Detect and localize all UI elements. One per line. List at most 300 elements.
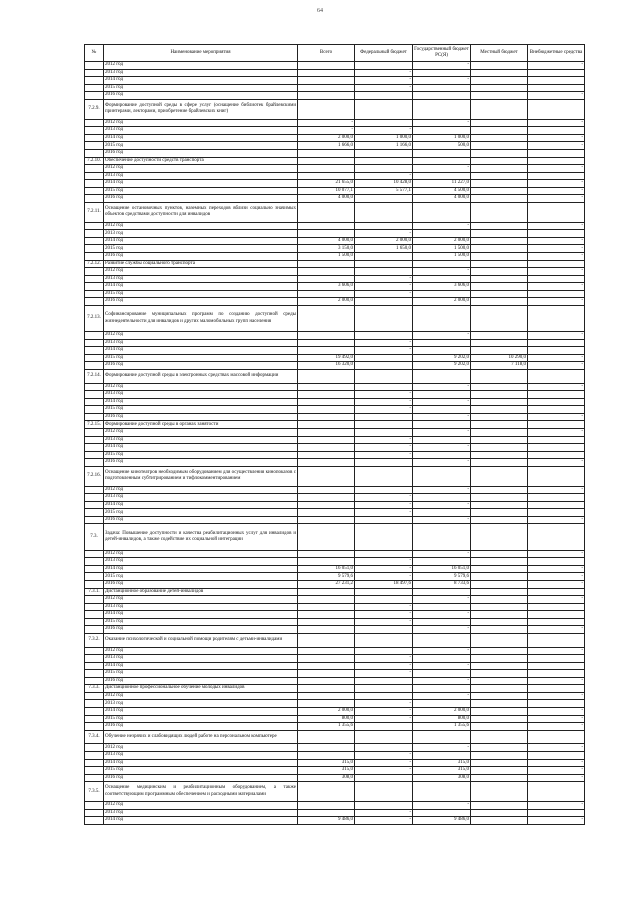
cell-state: [413, 406, 471, 414]
cell-total: 308,0: [298, 774, 355, 782]
cell-num: [85, 362, 104, 370]
cell-name: 2016 год: [104, 580, 298, 588]
cell-total: [298, 558, 355, 566]
cell-extra: [528, 670, 585, 678]
cell-extra: [528, 230, 585, 238]
cell-num: [85, 195, 104, 203]
cell-state: [413, 618, 471, 626]
cell-local: [471, 817, 528, 825]
table-row: [85, 180, 585, 188]
cell-state: [413, 809, 471, 817]
cell-federal: -: [355, 611, 413, 619]
cell-local: [471, 501, 528, 509]
cell-state: [413, 290, 471, 298]
cell-num: [85, 744, 104, 752]
cell-num: [85, 509, 104, 517]
cell-local: [471, 165, 528, 173]
cell-total: [298, 69, 355, 77]
cell-state: [413, 603, 471, 611]
table-row-activity: [85, 633, 585, 647]
cell-federal: -: [355, 290, 413, 298]
cell-num: [85, 723, 104, 731]
cell-num: [85, 767, 104, 775]
table-row: [85, 69, 585, 77]
table-row: [85, 677, 585, 685]
cell-total: [298, 550, 355, 558]
cell-num: [85, 62, 104, 70]
cell-local: [471, 195, 528, 203]
cell-state: 315,0: [413, 759, 471, 767]
cell-extra: [528, 305, 585, 331]
cell-name: 2015 год: [104, 187, 298, 195]
cell-state: [413, 670, 471, 678]
cell-total: [298, 494, 355, 502]
cell-extra: -: [528, 626, 585, 634]
cell-state: [413, 99, 471, 119]
cell-local: [471, 494, 528, 502]
cell-federal: [355, 149, 413, 157]
cell-local: [471, 127, 528, 135]
cell-num: [85, 347, 104, 355]
cell-name: 2014 год: [104, 347, 298, 355]
cell-state: [413, 655, 471, 663]
cell-federal: [355, 305, 413, 331]
cell-name: 2012 год: [104, 802, 298, 810]
cell-extra: -: [528, 486, 585, 494]
cell-extra: -: [528, 550, 585, 558]
cell-state: -: [413, 744, 471, 752]
table-row: [85, 237, 585, 245]
cell-federal: [355, 222, 413, 230]
cell-local: [471, 782, 528, 802]
cell-state: 1 500,0: [413, 253, 471, 261]
cell-num: 7.3.4.: [85, 730, 104, 744]
cell-total: [298, 685, 355, 693]
cell-extra: -: [528, 802, 585, 810]
cell-total: [298, 157, 355, 165]
cell-total: [298, 92, 355, 100]
cell-state: 800,0: [413, 715, 471, 723]
cell-local: [471, 172, 528, 180]
cell-num: [85, 565, 104, 573]
cell-state: -: [413, 501, 471, 509]
table-row: [85, 580, 585, 588]
cell-local: [471, 369, 528, 383]
table-row: [85, 809, 585, 817]
table-row: [85, 253, 585, 261]
cell-federal: 1 000,0: [355, 134, 413, 142]
cell-local: [471, 339, 528, 347]
cell-num: [85, 573, 104, 581]
cell-local: [471, 565, 528, 573]
cell-name: 2013 год: [104, 700, 298, 708]
cell-name: 2012 год: [104, 62, 298, 70]
cell-local: 10 290,0: [471, 354, 528, 362]
header-total: Всего: [298, 45, 355, 62]
cell-federal: [355, 369, 413, 383]
cell-extra: [528, 398, 585, 406]
cell-total: -: [298, 127, 355, 135]
cell-local: [471, 180, 528, 188]
table-row: [85, 558, 585, 566]
cell-local: [471, 611, 528, 619]
cell-local: [471, 459, 528, 467]
cell-local: [471, 655, 528, 663]
cell-federal: -: [355, 501, 413, 509]
table-row: [85, 245, 585, 253]
cell-state: -: [413, 332, 471, 340]
table-row: [85, 347, 585, 355]
cell-extra: -: [528, 195, 585, 203]
cell-federal: -: [355, 283, 413, 291]
cell-extra: -: [528, 283, 585, 291]
cell-local: [471, 759, 528, 767]
table-row: [85, 77, 585, 85]
cell-extra: [528, 730, 585, 744]
cell-extra: [528, 369, 585, 383]
table-row: [85, 670, 585, 678]
cell-state: 2 000,0: [413, 237, 471, 245]
cell-local: [471, 260, 528, 268]
cell-extra: [528, 611, 585, 619]
cell-num: [85, 354, 104, 362]
cell-num: [85, 451, 104, 459]
cell-state: 1 355,6: [413, 723, 471, 731]
cell-num: 7.3.: [85, 524, 104, 550]
cell-num: [85, 230, 104, 238]
table-row: [85, 127, 585, 135]
cell-name: 2014 год: [104, 501, 298, 509]
cell-federal: -: [355, 444, 413, 452]
table-row: [85, 647, 585, 655]
cell-num: [85, 459, 104, 467]
cell-extra: -: [528, 222, 585, 230]
cell-name: 2015 год: [104, 670, 298, 678]
cell-name: Задача: Повышение доступности и качества реабилитационных услуг для инвалидов и детей-инвалидов, а также содействие их социальной интеграции: [104, 524, 298, 550]
cell-num: [85, 611, 104, 619]
cell-state: -: [413, 268, 471, 276]
table-row: [85, 700, 585, 708]
cell-total: [298, 383, 355, 391]
cell-federal: [355, 626, 413, 634]
cell-federal: [355, 383, 413, 391]
cell-num: [85, 69, 104, 77]
cell-name: 2013 год: [104, 655, 298, 663]
cell-state: 11 227,0: [413, 180, 471, 188]
cell-num: 7.3.5.: [85, 782, 104, 802]
funding-table: [84, 44, 585, 825]
cell-name: 2012 год: [104, 268, 298, 276]
header-extra: Внебюджетные средства: [528, 45, 585, 62]
cell-total: 21 655,0: [298, 180, 355, 188]
cell-total: [298, 275, 355, 283]
cell-num: [85, 237, 104, 245]
cell-federal: [355, 459, 413, 467]
cell-total: [298, 611, 355, 619]
cell-extra: -: [528, 354, 585, 362]
table-row: [85, 618, 585, 626]
cell-num: [85, 253, 104, 261]
cell-name: 2016 год: [104, 195, 298, 203]
cell-total: [298, 655, 355, 663]
cell-num: [85, 550, 104, 558]
cell-total: [298, 413, 355, 421]
cell-local: [471, 142, 528, 150]
cell-total: 2 000,0: [298, 298, 355, 306]
table-row-activity: [85, 421, 585, 429]
cell-local: [471, 603, 528, 611]
cell-name: 2013 год: [104, 751, 298, 759]
cell-name: 2014 год: [104, 283, 298, 291]
cell-state: 500,0: [413, 142, 471, 150]
cell-total: 1 355,6: [298, 723, 355, 731]
cell-num: [85, 332, 104, 340]
cell-federal: -: [355, 618, 413, 626]
table-row: [85, 391, 585, 399]
cell-name: 2016 год: [104, 516, 298, 524]
cell-federal: -: [355, 759, 413, 767]
cell-federal: [355, 298, 413, 306]
cell-num: [85, 501, 104, 509]
cell-federal: [355, 260, 413, 268]
cell-num: [85, 290, 104, 298]
table-row: [85, 626, 585, 634]
cell-federal: [355, 516, 413, 524]
cell-name: 2016 год: [104, 459, 298, 467]
cell-extra: [528, 700, 585, 708]
cell-total: [298, 647, 355, 655]
cell-num: [85, 809, 104, 817]
cell-state: [413, 685, 471, 693]
cell-extra: -: [528, 565, 585, 573]
cell-name: Дистанционное профессиональное обучение молодых инвалидов: [104, 685, 298, 693]
table-row: [85, 509, 585, 517]
cell-num: [85, 275, 104, 283]
cell-name: Формирование доступной среды в сфере услуг (оснащение библиотек брайлевскими принтерами, лекторами, приобретение брайлевских книг): [104, 99, 298, 119]
cell-federal: [355, 165, 413, 173]
cell-extra: [528, 149, 585, 157]
cell-num: [85, 670, 104, 678]
cell-total: 800,0: [298, 715, 355, 723]
cell-name: 2013 год: [104, 339, 298, 347]
cell-local: [471, 744, 528, 752]
cell-state: -: [413, 428, 471, 436]
cell-num: 7.2.14.: [85, 369, 104, 383]
cell-extra: -: [528, 596, 585, 604]
cell-state: [413, 700, 471, 708]
cell-state: [413, 421, 471, 429]
cell-name: 2014 год: [104, 662, 298, 670]
cell-state: [413, 391, 471, 399]
table-row: [85, 565, 585, 573]
cell-name: 2016 год: [104, 362, 298, 370]
cell-num: 7.2.15.: [85, 421, 104, 429]
cell-total: 2 000,0: [298, 707, 355, 715]
table-row: [85, 298, 585, 306]
cell-local: [471, 662, 528, 670]
cell-name: 2015 год: [104, 573, 298, 581]
cell-total: [298, 436, 355, 444]
cell-num: [85, 647, 104, 655]
table-row: [85, 149, 585, 157]
cell-extra: [528, 558, 585, 566]
cell-total: [298, 596, 355, 604]
cell-extra: [528, 436, 585, 444]
cell-name: 2015 год: [104, 509, 298, 517]
cell-extra: -: [528, 332, 585, 340]
cell-extra: [528, 347, 585, 355]
cell-name: 2012 год: [104, 383, 298, 391]
cell-local: [471, 692, 528, 700]
cell-federal: -: [355, 69, 413, 77]
cell-federal: -: [355, 565, 413, 573]
cell-total: [298, 222, 355, 230]
cell-total: [298, 398, 355, 406]
cell-federal: [355, 354, 413, 362]
cell-state: -: [413, 165, 471, 173]
table-row-activity: [85, 685, 585, 693]
table-row: [85, 774, 585, 782]
cell-federal: [355, 692, 413, 700]
table-row: [85, 92, 585, 100]
cell-num: [85, 486, 104, 494]
cell-state: -: [413, 413, 471, 421]
table-row: [85, 817, 585, 825]
cell-local: [471, 558, 528, 566]
table-row: [85, 165, 585, 173]
cell-extra: [528, 618, 585, 626]
cell-extra: -: [528, 774, 585, 782]
cell-total: [298, 84, 355, 92]
cell-local: [471, 202, 528, 222]
cell-num: [85, 662, 104, 670]
cell-state: -: [413, 222, 471, 230]
table-row: [85, 444, 585, 452]
cell-name: 2015 год: [104, 245, 298, 253]
cell-total: 315,0: [298, 759, 355, 767]
cell-total: [298, 406, 355, 414]
cell-state: 9 486,0: [413, 817, 471, 825]
cell-name: 2013 год: [104, 172, 298, 180]
cell-num: [85, 406, 104, 414]
header-local: Местный бюджет: [471, 45, 528, 62]
cell-state: 2 000,0: [413, 707, 471, 715]
table-row-activity: [85, 588, 585, 596]
cell-state: 9 202,0: [413, 362, 471, 370]
cell-name: 2012 год: [104, 222, 298, 230]
cell-extra: [528, 406, 585, 414]
cell-num: [85, 127, 104, 135]
cell-num: [85, 700, 104, 708]
cell-name: 2014 год: [104, 180, 298, 188]
cell-federal: [355, 253, 413, 261]
cell-num: [85, 774, 104, 782]
cell-total: [298, 524, 355, 550]
cell-local: [471, 715, 528, 723]
cell-local: [471, 633, 528, 647]
cell-local: [471, 406, 528, 414]
cell-federal: -: [355, 406, 413, 414]
cell-local: [471, 149, 528, 157]
cell-total: [298, 421, 355, 429]
cell-federal: -: [355, 655, 413, 663]
cell-local: [471, 298, 528, 306]
table-row: [85, 715, 585, 723]
table-row: [85, 413, 585, 421]
cell-total: [298, 662, 355, 670]
cell-total: [298, 149, 355, 157]
cell-num: [85, 245, 104, 253]
cell-state: 16 051,0: [413, 565, 471, 573]
cell-local: [471, 700, 528, 708]
cell-name: 2012 год: [104, 550, 298, 558]
cell-extra: -: [528, 92, 585, 100]
cell-local: [471, 69, 528, 77]
cell-total: [298, 339, 355, 347]
cell-state: -: [413, 486, 471, 494]
cell-total: 9 579,6: [298, 573, 355, 581]
cell-total: [298, 626, 355, 634]
cell-total: [298, 165, 355, 173]
table-row: [85, 596, 585, 604]
cell-state: -: [413, 119, 471, 127]
cell-federal: [355, 466, 413, 486]
cell-total: 19 492,0: [298, 354, 355, 362]
cell-extra: [528, 421, 585, 429]
cell-federal: -: [355, 662, 413, 670]
cell-extra: [528, 172, 585, 180]
table-row: [85, 611, 585, 619]
cell-extra: [528, 782, 585, 802]
cell-federal: [355, 723, 413, 731]
cell-num: [85, 802, 104, 810]
cell-name: 2014 год: [104, 707, 298, 715]
cell-state: [413, 633, 471, 647]
cell-num: [85, 165, 104, 173]
cell-federal: [355, 362, 413, 370]
cell-state: [413, 230, 471, 238]
cell-num: [85, 339, 104, 347]
cell-federal: [355, 99, 413, 119]
cell-num: [85, 817, 104, 825]
cell-local: [471, 421, 528, 429]
cell-federal: -: [355, 817, 413, 825]
cell-state: [413, 157, 471, 165]
cell-federal: [355, 486, 413, 494]
table-row-activity: [85, 202, 585, 222]
cell-total: [298, 501, 355, 509]
cell-total: [298, 633, 355, 647]
cell-federal: -: [355, 339, 413, 347]
cell-name: 2013 год: [104, 275, 298, 283]
cell-num: 7.3.2.: [85, 633, 104, 647]
cell-state: 4 000,0: [413, 195, 471, 203]
cell-local: [471, 516, 528, 524]
table-row: [85, 459, 585, 467]
cell-local: [471, 413, 528, 421]
cell-num: [85, 494, 104, 502]
cell-total: [298, 202, 355, 222]
cell-local: [471, 723, 528, 731]
cell-federal: -: [355, 707, 413, 715]
cell-total: 16 320,0: [298, 362, 355, 370]
cell-local: [471, 647, 528, 655]
cell-num: [85, 413, 104, 421]
cell-extra: -: [528, 165, 585, 173]
cell-federal: [355, 596, 413, 604]
cell-state: 4 500,0: [413, 187, 471, 195]
cell-extra: [528, 99, 585, 119]
